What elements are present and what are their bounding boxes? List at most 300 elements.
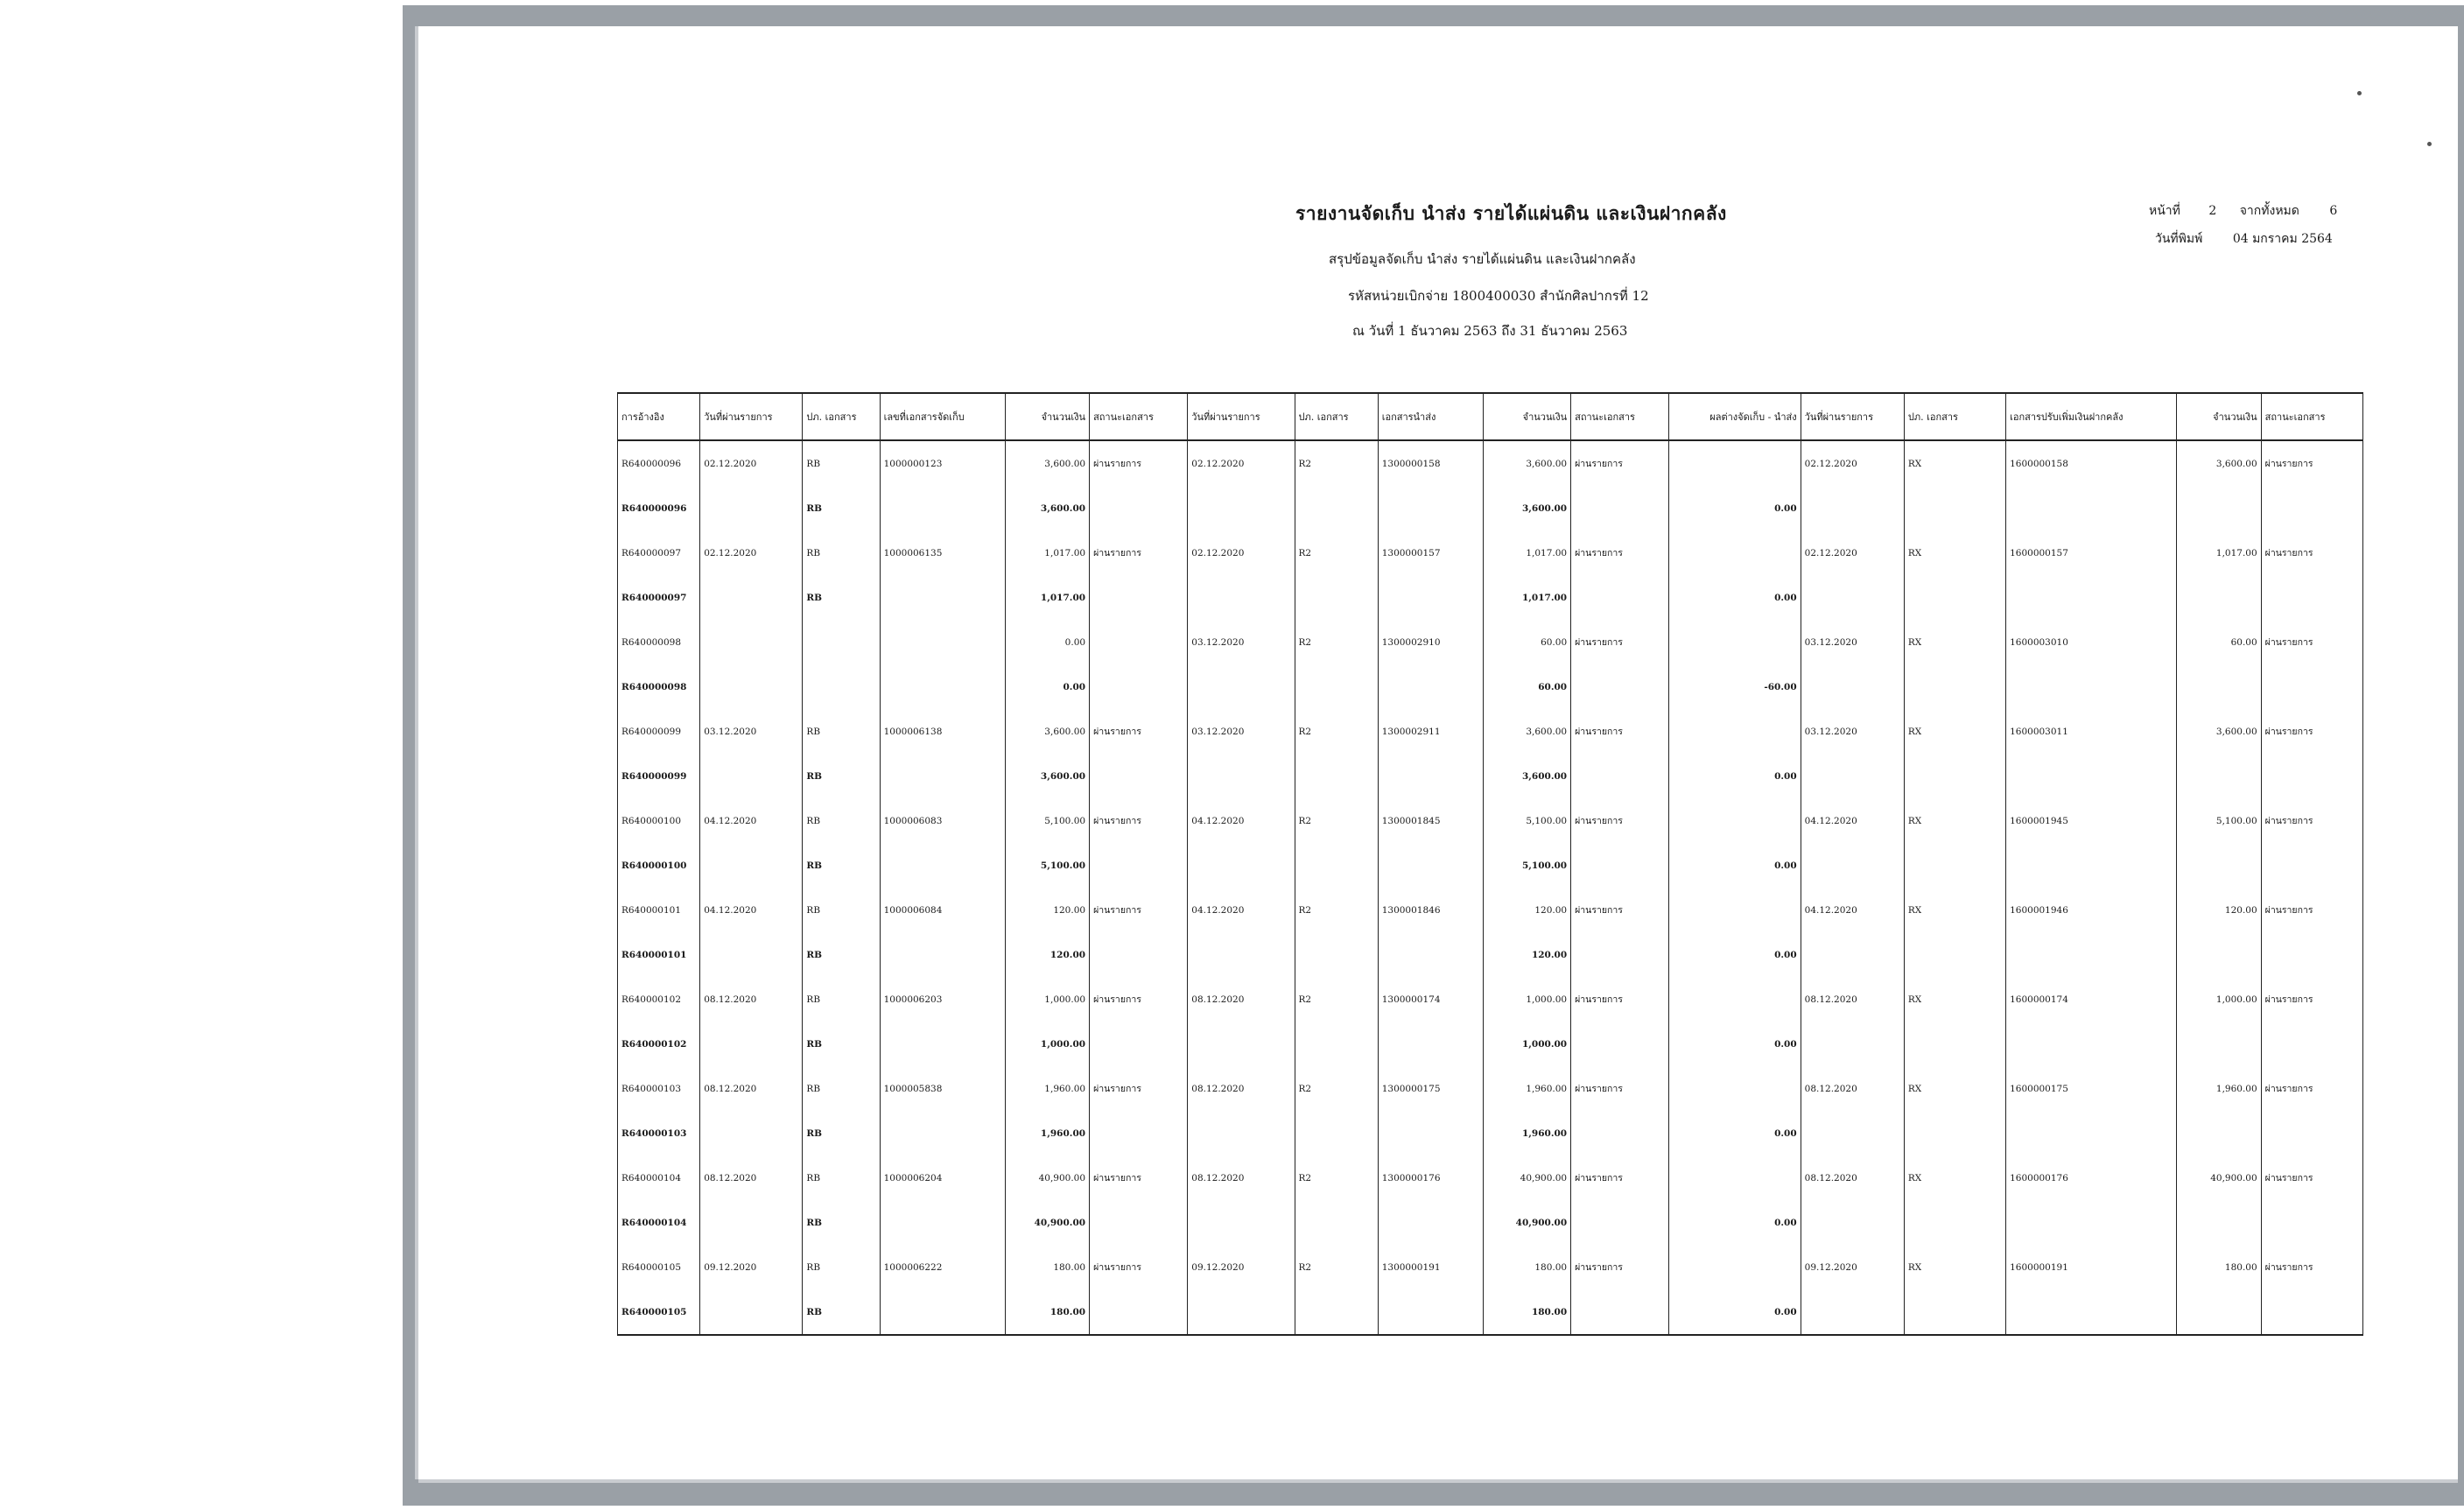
table-cell [2177,664,2261,709]
table-cell: R640000102 [618,1022,700,1066]
table-cell: 180.00 [1483,1245,1570,1289]
table-cell [1904,754,2005,798]
table-cell [2177,1200,2261,1245]
table-cell: 40,900.00 [1005,1200,1089,1245]
table-cell: ผ่านรายการ [2261,1245,2362,1289]
table-cell [1295,664,1378,709]
table-cell: 60.00 [2177,620,2261,664]
table-cell: 1,017.00 [1005,575,1089,620]
table-cell: ผ่านรายการ [1090,888,1188,932]
table-cell: RB [803,754,880,798]
table-cell: R640000097 [618,530,700,575]
table-cell: 1,960.00 [1005,1066,1089,1111]
column-header: ผลต่างจัดเก็บ - นำส่ง [1669,393,1801,440]
table-cell: 3,600.00 [1005,440,1089,486]
table-cell: ผ่านรายการ [2261,620,2362,664]
table-cell [700,575,803,620]
table-cell [1669,530,1801,575]
table-cell: ผ่านรายการ [1571,620,1669,664]
table-cell: 08.12.2020 [1801,1155,1904,1200]
table-cell [2261,932,2362,977]
table-cell: 1000006084 [880,888,1005,932]
table-cell [2177,486,2261,530]
table-cell: 02.12.2020 [1188,530,1295,575]
table-cell: 3,600.00 [2177,440,2261,486]
table-cell: 1600001946 [2006,888,2177,932]
table-cell: 1000006204 [880,1155,1005,1200]
table-cell: RB [803,843,880,888]
table-cell: RX [1904,1155,2005,1200]
table-cell: -60.00 [1669,664,1801,709]
table-cell: RB [803,1245,880,1289]
table-cell [880,1111,1005,1155]
table-cell: 1000006222 [880,1245,1005,1289]
table-cell: ผ่านรายการ [1090,1155,1188,1200]
table-cell: 1,960.00 [1483,1111,1570,1155]
subtotal-row [618,932,2363,977]
table-cell [1801,754,1904,798]
table-cell [1295,486,1378,530]
table-cell: ผ่านรายการ [2261,530,2362,575]
table-cell: 1600001945 [2006,798,2177,843]
table-cell [1378,754,1483,798]
table-cell: 1,000.00 [1483,977,1570,1022]
table-cell [1188,1200,1295,1245]
table-cell: 0.00 [1005,620,1089,664]
table-cell: R2 [1295,1155,1378,1200]
table-cell [1801,1289,1904,1335]
table-cell: 04.12.2020 [1188,888,1295,932]
table-cell: R640000101 [618,888,700,932]
table-cell: 120.00 [1483,932,1570,977]
subtotal-row [618,1022,2363,1066]
table-cell [2261,754,2362,798]
table-cell [1801,1022,1904,1066]
table-cell [2261,1111,2362,1155]
table-cell: R640000096 [618,440,700,486]
table-cell: 1600003010 [2006,620,2177,664]
table-cell: 5,100.00 [1005,798,1089,843]
table-cell [1904,575,2005,620]
table-cell: R640000102 [618,977,700,1022]
table-cell [1188,575,1295,620]
table-cell: R2 [1295,530,1378,575]
table-cell: ผ่านรายการ [1571,1245,1669,1289]
table-cell: 60.00 [1483,664,1570,709]
table-cell: 180.00 [2177,1245,2261,1289]
table-cell [1295,754,1378,798]
table-cell: 180.00 [1005,1245,1089,1289]
table-cell: R640000105 [618,1289,700,1335]
table-cell: 03.12.2020 [1801,709,1904,754]
table-cell [700,486,803,530]
table-cell: 08.12.2020 [700,1066,803,1111]
table-cell: 3,600.00 [1483,754,1570,798]
table-cell [1378,486,1483,530]
total-label: จากทั้งหมด [2239,204,2299,218]
subtotal-row [618,486,2363,530]
table-header-row [618,393,2363,440]
table-cell: RB [803,709,880,754]
table-cell [1801,575,1904,620]
table-cell [1571,575,1669,620]
table-cell [1188,664,1295,709]
table-cell: 40,900.00 [2177,1155,2261,1200]
report-title: รายงานจัดเก็บ นำส่ง รายได้แผ่นดิน และเงินฝากคลัง [1295,202,1727,224]
table-cell [1090,664,1188,709]
table-cell [1669,620,1801,664]
table-cell: 0.00 [1669,754,1801,798]
table-cell: R640000099 [618,709,700,754]
table-cell [1378,1022,1483,1066]
table-cell: 0.00 [1669,1289,1801,1335]
table-cell [2261,486,2362,530]
table-cell: R640000104 [618,1200,700,1245]
column-header: สถานะเอกสาร [2261,393,2362,440]
table-cell: RX [1904,1245,2005,1289]
table-cell: 5,100.00 [1005,843,1089,888]
subtotal-row [618,754,2363,798]
table-cell [2006,1111,2177,1155]
table-cell [2261,1022,2362,1066]
table-cell: 1,000.00 [1005,1022,1089,1066]
table-cell [1571,664,1669,709]
column-header: วันที่ผ่านรายการ [1188,393,1295,440]
table-cell: RX [1904,709,2005,754]
table-cell [1188,754,1295,798]
table-cell: R640000096 [618,486,700,530]
table-cell [1669,1066,1801,1111]
table-cell [1378,1200,1483,1245]
table-cell: R640000104 [618,1155,700,1200]
table-cell: ผ่านรายการ [1571,709,1669,754]
table-cell: R640000105 [618,1245,700,1289]
table-cell: 08.12.2020 [1188,1155,1295,1200]
table-cell: 1,960.00 [1005,1111,1089,1155]
table-cell: 1000006138 [880,709,1005,754]
table-cell: 120.00 [2177,888,2261,932]
subtotal-row [618,843,2363,888]
table-cell [1188,1289,1295,1335]
subtotal-row [618,1111,2363,1155]
table-cell [700,754,803,798]
table-cell [1090,575,1188,620]
column-header: วันที่ผ่านรายการ [1801,393,1904,440]
table-cell: 1300000174 [1378,977,1483,1022]
table-cell: 180.00 [1005,1289,1089,1335]
table-cell [880,1200,1005,1245]
table-cell [880,932,1005,977]
table-cell [1295,932,1378,977]
table-row [618,977,2363,1022]
table-cell: 1,000.00 [1005,977,1089,1022]
table-cell [1090,620,1188,664]
table-cell: 1000006203 [880,977,1005,1022]
table-cell: RX [1904,888,2005,932]
table-cell [1571,754,1669,798]
table-cell: R640000099 [618,754,700,798]
table-cell: 1300002911 [1378,709,1483,754]
table-cell [2177,1289,2261,1335]
subtotal-row [618,664,2363,709]
page-number: 2 [2208,204,2217,218]
table-cell: 40,900.00 [1483,1155,1570,1200]
subtotal-row [618,1200,2363,1245]
table-cell: ผ่านรายการ [2261,1155,2362,1200]
report-unit-line: รหัสหน่วยเบิกจ่าย 1800400030 สำนักศิลปากรที่ 12 [1348,288,1649,304]
table-cell: 5,100.00 [2177,798,2261,843]
table-cell [1090,932,1188,977]
table-cell: 08.12.2020 [1801,977,1904,1022]
table-cell [1090,1200,1188,1245]
table-cell: RB [803,440,880,486]
table-cell: R640000098 [618,620,700,664]
table-cell: 04.12.2020 [1188,798,1295,843]
table-cell: 40,900.00 [1005,1155,1089,1200]
table-cell [2006,1200,2177,1245]
table-cell: RB [803,575,880,620]
table-cell [2177,1111,2261,1155]
table-cell: RX [1904,530,2005,575]
table-cell [1378,1111,1483,1155]
column-header: สถานะเอกสาร [1571,393,1669,440]
report-period-line: ณ วันที่ 1 ธันวาคม 2563 ถึง 31 ธันวาคม 2563 [1352,323,1628,339]
scan-speck [2357,91,2362,95]
table-cell: RB [803,798,880,843]
table-cell: 1300002910 [1378,620,1483,664]
table-cell: R2 [1295,1245,1378,1289]
table-cell: ผ่านรายการ [2261,440,2362,486]
table-cell [1188,486,1295,530]
table-cell: RB [803,977,880,1022]
table-cell: 02.12.2020 [1801,440,1904,486]
subtotal-row [618,1289,2363,1335]
report-table [617,392,2363,1336]
table-cell [1378,664,1483,709]
table-cell [2261,1200,2362,1245]
table-cell: 04.12.2020 [700,888,803,932]
column-header: ปภ. เอกสาร [1904,393,2005,440]
table-cell: 03.12.2020 [1188,709,1295,754]
table-cell [1090,1022,1188,1066]
table-cell: ผ่านรายการ [1090,798,1188,843]
scan-speck [2427,142,2432,146]
table-cell: 08.12.2020 [700,977,803,1022]
table-cell: ผ่านรายการ [1571,1066,1669,1111]
table-cell [700,1111,803,1155]
table-cell [2177,843,2261,888]
table-cell: 3,600.00 [1005,754,1089,798]
table-cell: 0.00 [1669,1022,1801,1066]
column-header: วันที่ผ่านรายการ [700,393,803,440]
table-cell: R2 [1295,798,1378,843]
table-cell: 1300000191 [1378,1245,1483,1289]
table-cell: 1300001845 [1378,798,1483,843]
table-cell: 08.12.2020 [1188,977,1295,1022]
table-cell: 3,600.00 [1005,486,1089,530]
table-cell: 3,600.00 [1005,709,1089,754]
table-cell [2177,754,2261,798]
table-cell: R640000100 [618,843,700,888]
table-cell [2177,575,2261,620]
table-cell: 1600000158 [2006,440,2177,486]
table-cell [1571,486,1669,530]
table-cell: 04.12.2020 [1801,798,1904,843]
print-info [2155,229,2333,249]
table-cell: 5,100.00 [1483,843,1570,888]
table-cell [1669,1245,1801,1289]
table-cell: 60.00 [1483,620,1570,664]
table-cell: RB [803,1289,880,1335]
table-cell [1378,932,1483,977]
table-cell [1090,843,1188,888]
table-cell: 1,017.00 [1483,530,1570,575]
table-row [618,620,2363,664]
table-cell [700,1022,803,1066]
table-cell [700,1200,803,1245]
table-row [618,709,2363,754]
table-row [618,1245,2363,1289]
table-cell [2006,1289,2177,1335]
report-subtitle: สรุปข้อมูลจัดเก็บ นำส่ง รายได้แผ่นดิน และเงินฝากคลัง [1329,251,1636,267]
table-cell [880,620,1005,664]
table-cell: 1000006083 [880,798,1005,843]
table-cell [1801,932,1904,977]
table-cell: 09.12.2020 [700,1245,803,1289]
table-cell: 1300001846 [1378,888,1483,932]
table-cell: 03.12.2020 [700,709,803,754]
table-cell [1904,1111,2005,1155]
table-cell [1801,486,1904,530]
table-cell: 1,017.00 [2177,530,2261,575]
table-cell: 02.12.2020 [1188,440,1295,486]
table-cell [880,1022,1005,1066]
table-cell [2261,575,2362,620]
table-cell: RB [803,1066,880,1111]
table-cell [700,620,803,664]
column-header: จำนวนเงิน [1483,393,1570,440]
table-cell [1188,1022,1295,1066]
table-cell [1378,1289,1483,1335]
table-cell: RB [803,1111,880,1155]
table-cell: 1600000176 [2006,1155,2177,1200]
table-cell: 1300000175 [1378,1066,1483,1111]
subtotal-row [618,575,2363,620]
table-cell: 1,000.00 [1483,1022,1570,1066]
table-cell: R640000101 [618,932,700,977]
table-cell: ผ่านรายการ [1090,440,1188,486]
table-cell: R2 [1295,440,1378,486]
table-cell: ผ่านรายการ [2261,888,2362,932]
table-cell [880,664,1005,709]
table-cell [1295,843,1378,888]
table-cell: RB [803,530,880,575]
table-cell: ผ่านรายการ [1090,1245,1188,1289]
table-cell [1904,843,2005,888]
table-cell: R2 [1295,1066,1378,1111]
table-cell [1295,1111,1378,1155]
column-header: ปภ. เอกสาร [803,393,880,440]
column-header: เอกสารปรับเพิ่มเงินฝากคลัง [2006,393,2177,440]
table-cell: RB [803,1022,880,1066]
table-cell [1571,1200,1669,1245]
table-cell [880,1289,1005,1335]
table-cell: RX [1904,440,2005,486]
table-cell: 3,600.00 [1483,486,1570,530]
table-cell [1295,1200,1378,1245]
table-cell: 40,900.00 [1483,1200,1570,1245]
table-cell: ผ่านรายการ [1090,709,1188,754]
table-cell: 09.12.2020 [1188,1245,1295,1289]
column-header: จำนวนเงิน [2177,393,2261,440]
table-cell: 0.00 [1669,1111,1801,1155]
table-cell: 04.12.2020 [700,798,803,843]
table-cell: ผ่านรายการ [1571,440,1669,486]
table-cell: ผ่านรายการ [2261,709,2362,754]
table-cell [2006,486,2177,530]
table-cell: R640000103 [618,1111,700,1155]
table-cell [1090,754,1188,798]
table-cell: 180.00 [1483,1289,1570,1335]
table-cell [1295,1289,1378,1335]
table-cell [1904,932,2005,977]
table-cell [1669,709,1801,754]
table-cell: 04.12.2020 [1801,888,1904,932]
table-cell: 0.00 [1669,843,1801,888]
table-cell: 1600000175 [2006,1066,2177,1111]
table-cell: RB [803,1155,880,1200]
table-cell [1801,1200,1904,1245]
table-cell: 1000006135 [880,530,1005,575]
table-cell [2006,1022,2177,1066]
table-row [618,798,2363,843]
table-cell: 1600003011 [2006,709,2177,754]
table-cell [2261,843,2362,888]
table-cell: 02.12.2020 [700,530,803,575]
table-cell: 120.00 [1005,932,1089,977]
table-cell: 03.12.2020 [1801,620,1904,664]
table-cell: ผ่านรายการ [2261,977,2362,1022]
table-cell [700,843,803,888]
table-cell: 0.00 [1669,486,1801,530]
table-cell [2006,754,2177,798]
table-cell [880,575,1005,620]
table-cell: R640000103 [618,1066,700,1111]
table-cell [1295,575,1378,620]
table-cell [880,843,1005,888]
table-cell [1378,575,1483,620]
table-cell: 1600000157 [2006,530,2177,575]
table-cell: ผ่านรายการ [1090,977,1188,1022]
table-cell [803,620,880,664]
table-cell: R2 [1295,888,1378,932]
table-cell: 08.12.2020 [700,1155,803,1200]
column-header: เลขที่เอกสารจัดเก็บ [880,393,1005,440]
table-cell: ผ่านรายการ [1571,798,1669,843]
table-cell: 3,600.00 [1483,440,1570,486]
table-cell [1571,932,1669,977]
table-cell: R2 [1295,977,1378,1022]
table-cell [1801,1111,1904,1155]
table-cell: 09.12.2020 [1801,1245,1904,1289]
table-row [618,440,2363,486]
total-pages: 6 [2329,204,2338,218]
table-cell: RB [803,1200,880,1245]
table-cell: RB [803,888,880,932]
table-cell: R640000097 [618,575,700,620]
table-cell: 120.00 [1483,888,1570,932]
table-cell [2006,932,2177,977]
